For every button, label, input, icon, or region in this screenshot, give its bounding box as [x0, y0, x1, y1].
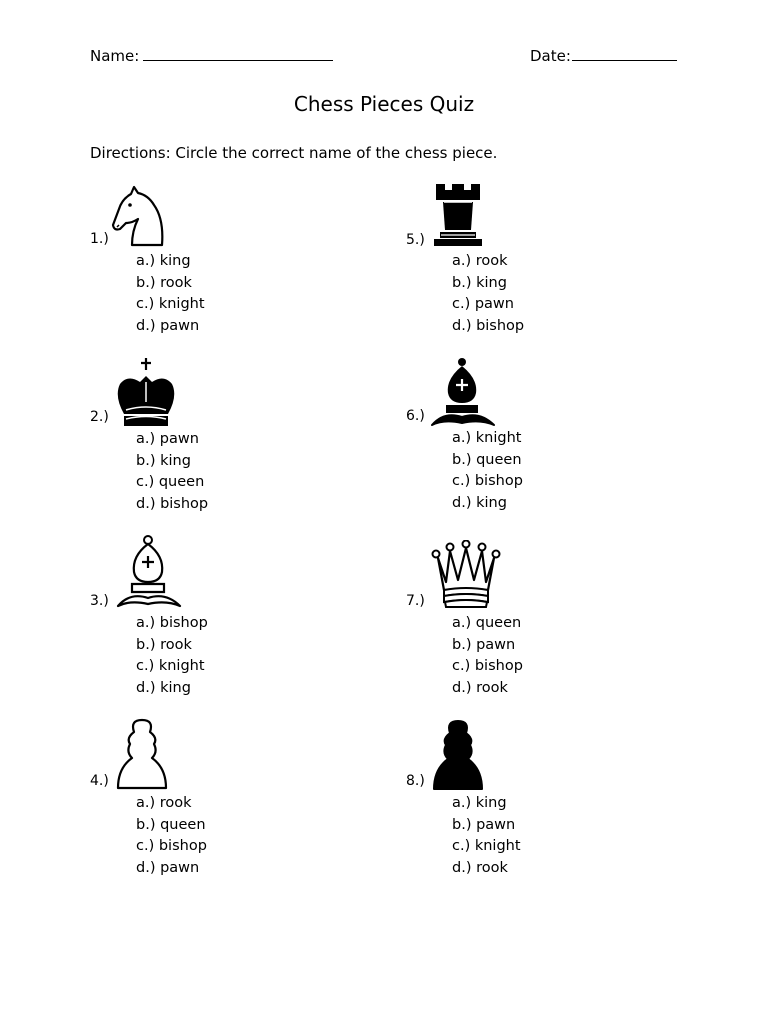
option-c[interactable]: c.) bishop	[136, 838, 207, 854]
option-d[interactable]: d.) rook	[452, 859, 508, 876]
options-list	[136, 613, 208, 699]
name-field[interactable]	[90, 46, 333, 65]
option-c[interactable]: c.) queen	[136, 474, 205, 490]
question-number: 4.)	[90, 773, 109, 789]
black-pawn-icon	[432, 717, 488, 793]
date-field[interactable]	[530, 46, 677, 65]
question-5	[406, 182, 706, 352]
option-b[interactable]: b.) queen	[452, 451, 522, 468]
options-list	[452, 793, 521, 879]
question-number: 7.)	[406, 593, 425, 609]
name-label: Name:	[90, 47, 140, 65]
white-pawn-icon	[114, 716, 170, 792]
question-number: 6.)	[406, 408, 425, 424]
option-d[interactable]: d.) rook	[452, 679, 508, 696]
option-d[interactable]: d.) king	[452, 494, 507, 511]
name-blank-line[interactable]	[143, 46, 333, 61]
question-4	[90, 716, 390, 886]
option-b[interactable]: b.) pawn	[452, 636, 516, 653]
directions: Directions: Circle the correct name of the chess piece.	[90, 144, 498, 162]
option-c[interactable]: c.) pawn	[452, 296, 514, 312]
white-queen-icon	[430, 540, 504, 610]
option-c[interactable]: c.) knight	[452, 838, 521, 854]
white-bishop-icon	[114, 534, 184, 610]
option-c[interactable]: c.) bishop	[452, 658, 523, 674]
question-8	[406, 717, 706, 887]
options-list	[452, 428, 523, 514]
question-number: 1.)	[90, 231, 109, 247]
option-a[interactable]: a.) king	[452, 795, 507, 811]
question-number: 3.)	[90, 593, 109, 609]
option-b[interactable]: b.) king	[136, 452, 191, 469]
question-3	[90, 534, 390, 704]
date-label: Date:	[530, 47, 571, 65]
option-d[interactable]: d.) pawn	[136, 859, 200, 876]
question-6	[406, 357, 706, 527]
options-list	[452, 251, 524, 337]
option-b[interactable]: b.) rook	[136, 274, 192, 291]
options-list	[136, 793, 207, 879]
option-b[interactable]: b.) queen	[136, 816, 206, 833]
question-number: 5.)	[406, 232, 425, 248]
option-a[interactable]: a.) king	[136, 253, 191, 269]
option-a[interactable]: a.) knight	[452, 430, 522, 446]
white-knight-icon	[110, 185, 170, 249]
option-d[interactable]: d.) king	[136, 679, 191, 696]
option-d[interactable]: d.) bishop	[452, 317, 525, 334]
options-list	[136, 251, 205, 337]
option-c[interactable]: c.) knight	[136, 296, 205, 312]
option-b[interactable]: b.) pawn	[452, 816, 516, 833]
question-2	[90, 356, 390, 526]
black-bishop-icon	[430, 357, 500, 429]
question-1	[90, 185, 390, 355]
question-number: 2.)	[90, 409, 109, 425]
date-blank-line[interactable]	[572, 46, 677, 61]
options-list	[452, 613, 523, 699]
question-7	[406, 540, 706, 710]
option-a[interactable]: a.) rook	[136, 795, 192, 811]
option-a[interactable]: a.) rook	[452, 253, 508, 269]
option-a[interactable]: a.) bishop	[136, 615, 208, 631]
option-c[interactable]: c.) bishop	[452, 473, 523, 489]
options-list	[136, 429, 208, 515]
option-c[interactable]: c.) knight	[136, 658, 205, 674]
option-d[interactable]: d.) pawn	[136, 317, 200, 334]
page-title: Chess Pieces Quiz	[293, 92, 475, 116]
option-a[interactable]: a.) queen	[452, 615, 522, 631]
black-king-icon	[112, 356, 180, 428]
option-d[interactable]: d.) bishop	[136, 495, 209, 512]
black-rook-icon	[430, 182, 486, 248]
option-a[interactable]: a.) pawn	[136, 431, 199, 447]
question-number: 8.)	[406, 773, 425, 789]
option-b[interactable]: b.) rook	[136, 636, 192, 653]
option-b[interactable]: b.) king	[452, 274, 507, 291]
